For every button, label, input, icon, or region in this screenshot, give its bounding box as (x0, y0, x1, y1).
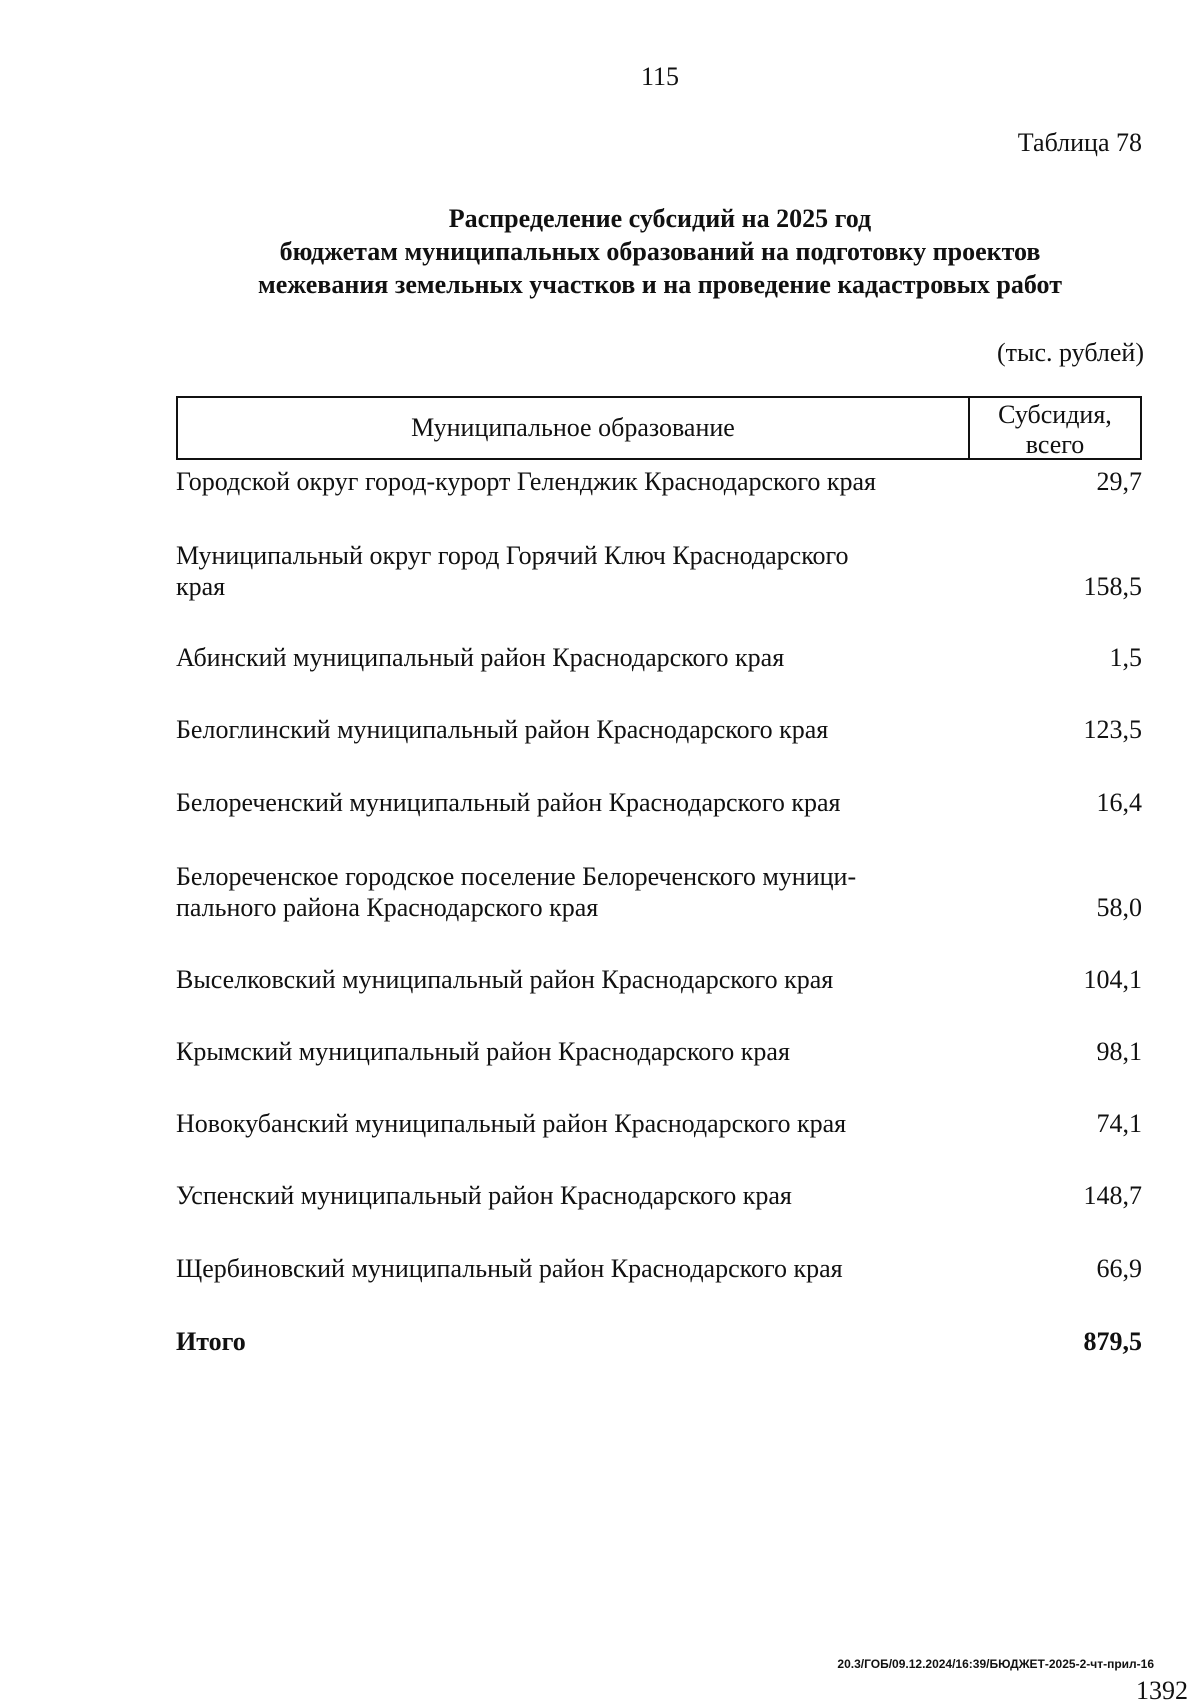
row-name-line-1: Муниципальный округ город Горячий Ключ Краснодарского (176, 541, 849, 570)
row-name-line-1: Белореченское городское поселение Белореченского муници- (176, 862, 857, 891)
table-row (176, 714, 1142, 745)
document-stamp: 20.3/ГОБ/09.12.2024/16:39/БЮДЖЕТ-2025-2-чт-прил-16 (837, 1657, 1154, 1671)
table-row (176, 466, 1142, 497)
row-value: 158,5 (1083, 572, 1142, 601)
table-row (176, 1253, 1142, 1284)
row-value: 29,7 (1096, 467, 1142, 496)
header-municipality: Муниципальное образование (178, 398, 970, 458)
row-name: Новокубанский муниципальный район Краснодарского края (176, 1109, 847, 1138)
table-row (176, 1036, 1142, 1067)
title-line-3: межевания земельных участков и на проведение кадастровых работ (258, 270, 1062, 299)
table-header (176, 396, 1142, 460)
row-name: Выселковский муниципальный район Краснодарского края (176, 965, 834, 994)
table-row (176, 787, 1142, 818)
row-value: 104,1 (1083, 965, 1142, 994)
header-subsidy-line-1: Субсидия, (998, 400, 1112, 429)
row-name: Абинский муниципальный район Краснодарского края (176, 643, 785, 672)
row-value: 1,5 (1109, 643, 1142, 672)
row-value: 74,1 (1096, 1109, 1142, 1138)
header-subsidy (970, 398, 1140, 458)
row-name: Щербиновский муниципальный район Краснодарского края (176, 1254, 843, 1283)
title-line-2: бюджетам муниципальных образований на подготовку проектов (279, 237, 1041, 266)
row-value: 123,5 (1083, 715, 1142, 744)
serial-number: 1392 (1136, 1676, 1188, 1705)
row-name (176, 861, 966, 923)
row-value: 16,4 (1096, 788, 1142, 817)
row-name: Крымский муниципальный район Краснодарского края (176, 1037, 790, 1066)
row-name-line-2: пального района Краснодарского края (176, 893, 599, 922)
row-name: Белоглинский муниципальный район Краснодарского края (176, 715, 829, 744)
total-value: 879,5 (1083, 1327, 1142, 1356)
row-value: 58,0 (1096, 893, 1142, 922)
table-row (176, 540, 1142, 602)
row-name-line-2: края (176, 572, 226, 601)
table-row (176, 642, 1142, 673)
row-name: Успенский муниципальный район Краснодарского края (176, 1181, 792, 1210)
table-row (176, 1108, 1142, 1139)
total-label: Итого (176, 1327, 246, 1356)
row-name: Городской округ город-курорт Геленджик Краснодарского края (176, 467, 876, 496)
row-name: Белореченский муниципальный район Краснодарского края (176, 788, 841, 817)
document-title (80, 202, 1200, 301)
table-row (176, 964, 1142, 995)
row-value: 98,1 (1096, 1037, 1142, 1066)
row-value: 148,7 (1083, 1181, 1142, 1210)
page-number: 115 (640, 62, 680, 91)
row-name (176, 540, 966, 602)
row-value: 66,9 (1096, 1254, 1142, 1283)
table-row (176, 861, 1142, 923)
table-number: Таблица 78 (1017, 128, 1142, 157)
header-subsidy-line-2: всего (1025, 430, 1085, 459)
total-row (176, 1326, 1142, 1357)
table-row (176, 1180, 1142, 1211)
unit-label: (тыс. рублей) (996, 338, 1144, 367)
title-line-1: Распределение субсидий на 2025 год (448, 204, 872, 233)
